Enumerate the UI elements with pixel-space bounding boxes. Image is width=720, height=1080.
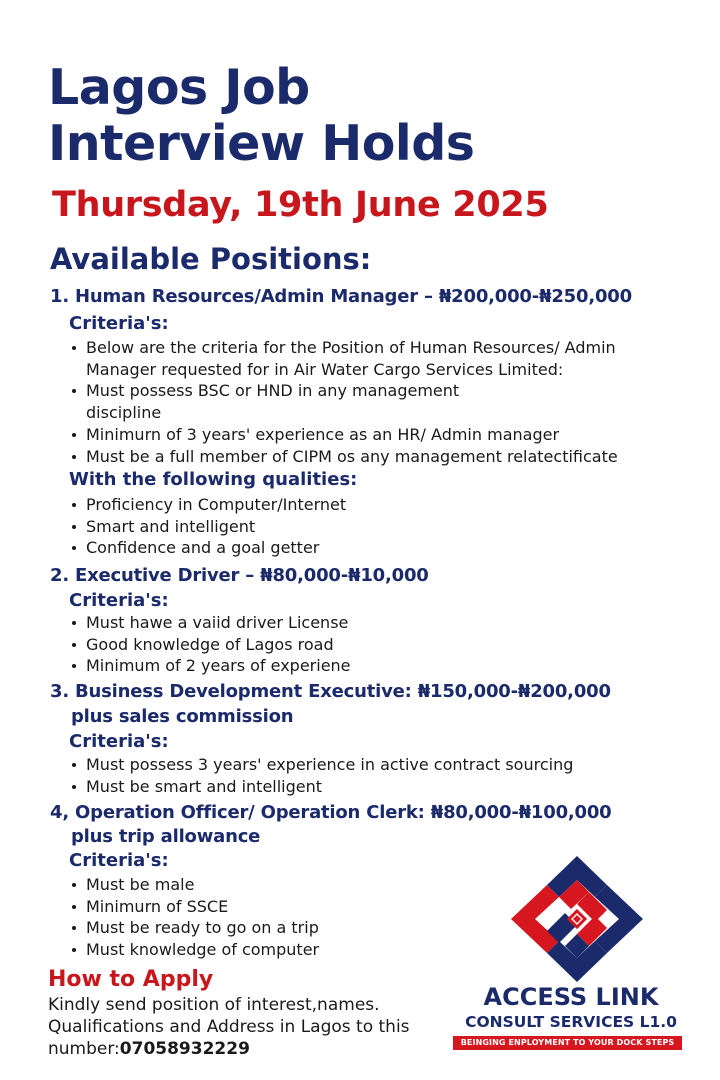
position-1-qualities-list bbox=[70, 494, 690, 559]
available-positions-heading: Available Positions: bbox=[50, 242, 372, 276]
list-item: Must possess BSC or HND in any management discipline bbox=[70, 380, 690, 423]
list-item: Must be smart and intelligent bbox=[70, 776, 690, 798]
apply-instructions: Kindly send position of interest,names. Qualifications and Address in Lagos to this number: bbox=[48, 995, 410, 1059]
list-item: Minimum of 2 years of experiene bbox=[70, 655, 690, 677]
position-4-criteria-label: Criteria's: bbox=[69, 850, 169, 871]
list-item: Confidence and a goal getter bbox=[70, 537, 690, 559]
position-3-criteria-list bbox=[70, 754, 690, 797]
list-item: Below are the criteria for the Position of Human Resources/ Admin Manager requested for in Air Water Cargo Services Limited: bbox=[70, 337, 690, 380]
brand-subtitle: CONSULT SERVICES L1.0 bbox=[465, 1013, 677, 1031]
position-2-criteria-label: Criteria's: bbox=[69, 590, 169, 611]
list-item: Must be ready to go on a trip bbox=[70, 917, 470, 939]
list-item: Must be a full member of CIPM os any management relatectificate bbox=[70, 446, 690, 468]
list-item: Minimurn of 3 years' experience as an HR/ Admin manager bbox=[70, 424, 690, 446]
access-link-logo-icon bbox=[507, 852, 647, 987]
brand-tagline: BEINGING ENPLOYMENT TO YOUR DOCK STEPS bbox=[453, 1036, 682, 1050]
position-1-criteria-list bbox=[70, 337, 690, 467]
title-line-1: Lagos Job bbox=[48, 59, 310, 116]
list-item: Smart and intelligent bbox=[70, 516, 690, 538]
flyer-title bbox=[48, 60, 474, 172]
position-4-subtitle: plus trip allowance bbox=[71, 826, 261, 847]
position-2-title: 2. Executive Driver – ₦80,000-₦10,000 bbox=[50, 565, 429, 586]
list-item: Minimurn of SSCE bbox=[70, 896, 470, 918]
how-to-apply-heading: How to Apply bbox=[48, 967, 214, 992]
list-item: Good knowledge of Lagos road bbox=[70, 634, 690, 656]
title-line-2: Interview Holds bbox=[48, 115, 475, 172]
position-1-criteria-label: Criteria's: bbox=[69, 313, 169, 334]
position-3-title: 3. Business Development Executive: ₦150,000-₦200,000 bbox=[50, 681, 611, 702]
position-3-criteria-label: Criteria's: bbox=[69, 731, 169, 752]
list-item: Must knowledge of computer bbox=[70, 939, 470, 961]
list-item: Proficiency in Computer/Internet bbox=[70, 494, 690, 516]
position-1-title: 1. Human Resources/Admin Manager – ₦200,000-₦250,000 bbox=[50, 286, 632, 307]
position-4-criteria-list bbox=[70, 874, 470, 961]
phone-number[interactable]: 07058932229 bbox=[119, 1039, 250, 1059]
list-item: Must possess 3 years' experience in active contract sourcing bbox=[70, 754, 690, 776]
position-2-criteria-list bbox=[70, 612, 690, 677]
brand-name: ACCESS LINK bbox=[483, 983, 659, 1011]
how-to-apply-text bbox=[48, 994, 448, 1060]
interview-date: Thursday, 19th June 2025 bbox=[52, 185, 549, 225]
position-4-title: 4, Operation Officer/ Operation Clerk: ₦80,000-₦100,000 bbox=[50, 802, 612, 823]
list-item: Must hawe a vaiid driver License bbox=[70, 612, 690, 634]
position-3-subtitle: plus sales commission bbox=[71, 706, 294, 727]
position-1-qualities-label: With the following qualities: bbox=[69, 469, 358, 490]
list-item: Must be male bbox=[70, 874, 470, 896]
